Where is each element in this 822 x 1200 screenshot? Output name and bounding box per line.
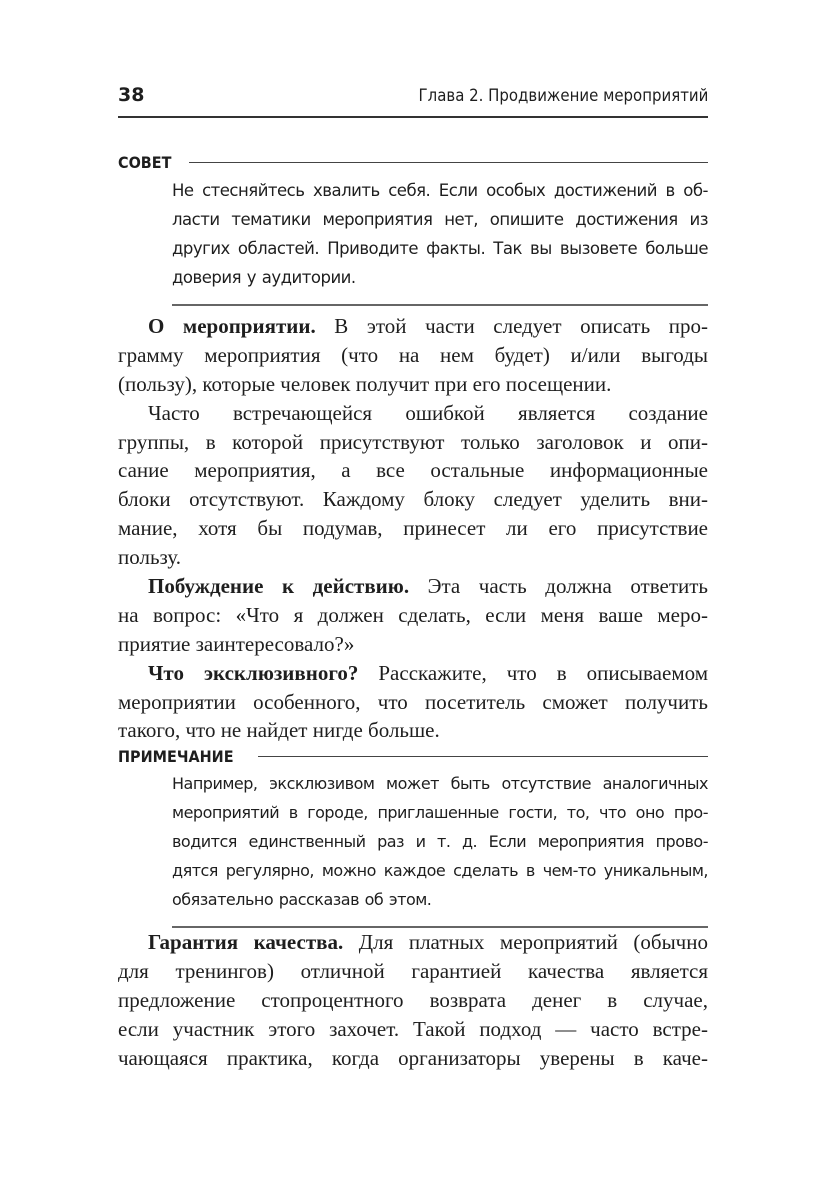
note-line: обязательно рассказав об этом.: [172, 890, 432, 909]
tip-box: [118, 150, 708, 306]
paragraph-line: Часто встречающейся ошибкой является создание: [148, 400, 708, 425]
divider: [258, 756, 708, 757]
note-line: мероприятий в городе, приглашенные гости, то, что оно про-: [172, 803, 708, 822]
paragraph-line: приятие заинтересовало?»: [118, 631, 355, 656]
paragraph-line: О мероприятии. В этой части следует описать про-: [148, 314, 708, 338]
note-box: [118, 744, 708, 928]
note-line: водится единственный раз и т. д. Если мероприятия прово-: [172, 832, 708, 851]
paragraph-line: пользу.: [118, 545, 182, 570]
paragraph-heading: Побуждение к действию.: [148, 574, 410, 599]
page-number: 38: [118, 84, 145, 106]
note-label: ПРИМЕЧАНИЕ: [118, 746, 234, 766]
paragraph-line: на вопрос: «Что я должен сделать, если меня ваше меро-: [118, 602, 708, 627]
paragraph-heading: О мероприятии.: [148, 314, 316, 338]
paragraph-heading: Что эксклюзивного?: [148, 660, 359, 685]
tip-line: Не стесняйтесь хвалить себя. Если особых достижений в об-: [172, 181, 708, 200]
paragraph-line: предложение стопроцентного возврата денег в случае,: [118, 987, 708, 1012]
divider: [172, 304, 708, 306]
note-line: Например, эксклюзивом может быть отсутствие аналогичных: [172, 774, 708, 793]
divider: [189, 162, 708, 163]
tip-line: доверия у аудитории.: [172, 268, 356, 287]
paragraph-heading: Гарантия качества.: [148, 930, 344, 954]
paragraph-line: чающаяся практика, когда организаторы уверены в каче-: [118, 1045, 708, 1070]
paragraph-line: для тренингов) отличной гарантией качества является: [118, 958, 708, 983]
tip-line: других областей. Приводите факты. Так вы вызовете больше: [172, 239, 708, 258]
paragraph-line: Что эксклюзивного? Расскажите, что в описываемом: [148, 660, 708, 685]
tip-line: ласти тематики мероприятия нет, опишите достижения из: [172, 210, 708, 229]
paragraph-line: такого, что не найдет нигде больше.: [118, 718, 440, 743]
paragraph-line: если участник этого захочет. Такой подход — часто встре-: [118, 1016, 708, 1041]
note-line: дятся регулярно, можно каждое сделать в чем-то уникальным,: [172, 861, 708, 880]
paragraph-line: группы, в которой присутствуют только заголовок и опи-: [118, 429, 708, 454]
paragraph-line: блоки отсутствуют. Каждому блоку следует уделить вни-: [118, 487, 708, 512]
running-title: Глава 2. Продвижение мероприятий: [418, 86, 708, 106]
paragraph-line: Побуждение к действию. Эта часть должна ответить: [148, 574, 708, 599]
body-text-1: [118, 312, 708, 745]
page-header: [118, 84, 708, 118]
body-text-2: [118, 928, 708, 1072]
paragraph-line: (пользу), которые человек получит при его посещении.: [118, 371, 612, 396]
paragraph-line: мание, хотя бы подумав, принесет ли его присутствие: [118, 516, 708, 541]
tip-label: СОВЕТ: [118, 152, 172, 172]
paragraph-line: мероприятии особенного, что посетитель сможет получить: [118, 689, 708, 714]
paragraph-line: Гарантия качества. Для платных мероприятий (обычно: [148, 930, 708, 954]
paragraph-line: сание мероприятия, а все остальные информационные: [118, 458, 708, 483]
paragraph-line: грамму мероприятия (что на нем будет) и/или выгоды: [118, 342, 708, 367]
